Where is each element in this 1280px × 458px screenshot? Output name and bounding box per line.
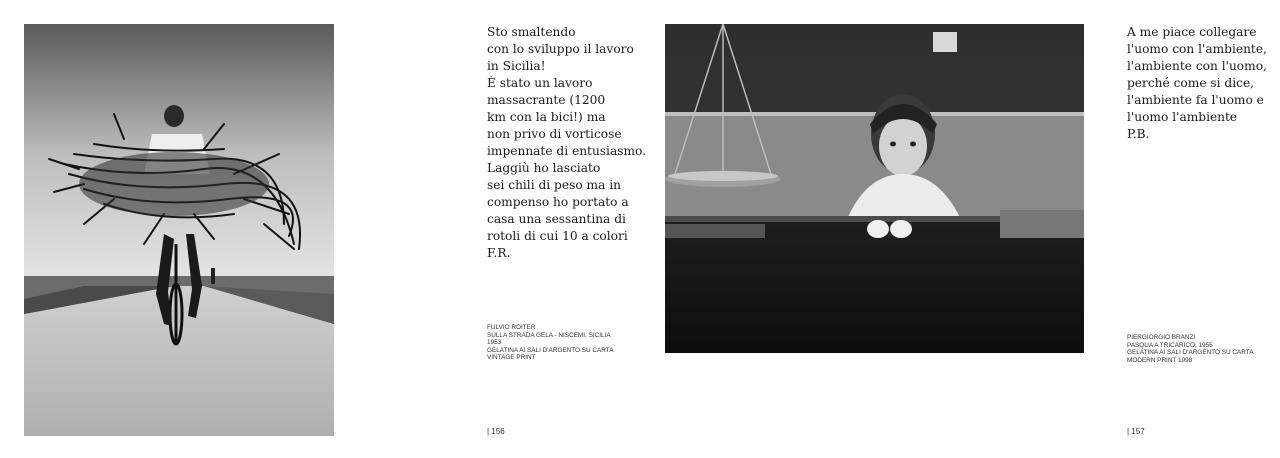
poem-right [1127, 24, 1267, 143]
poem-line: km con la bici!) ma [487, 110, 606, 124]
poem-line: perché come si dice, [1127, 76, 1255, 90]
photo-cyclist-with-branches [24, 24, 334, 436]
caption-print-type: MODERN PRINT 1998 [1127, 356, 1193, 364]
caption-author: PIERGIORGIO BRANZI [1127, 334, 1196, 341]
poem-line: Sto smaltendo [487, 25, 576, 39]
poem-line: in Sicilia! [487, 59, 546, 73]
poem-line: A me piace collegare [1127, 25, 1257, 39]
poem-line: non privo di vorticose [487, 127, 622, 141]
poem-line: impennate di entusiasmo. [487, 144, 647, 158]
poem-line: compenso ho portato a [487, 195, 629, 209]
poem-line: Laggiù ho lasciato [487, 161, 601, 175]
girl-photo-graphic [665, 24, 1084, 353]
photo-girl-with-eggs [665, 24, 1084, 353]
caption-author: FULVIO ROITER [487, 324, 536, 331]
caption-right [1127, 334, 1253, 364]
page-number-left: | 156 [487, 427, 505, 436]
caption-year: 1953 [487, 339, 502, 347]
caption-title: SULLA STRADA GELA - NISCEMI, SICILIA [487, 331, 611, 339]
caption-technique: GELATINA AI SALI D'ARGENTO SU CARTA [487, 346, 614, 354]
poem-line: l'ambiente fa l'uomo e [1127, 93, 1264, 107]
caption-print-type: VINTAGE PRINT [487, 354, 536, 362]
poem-line: massacrante (1200 [487, 93, 606, 107]
poem-line: l'uomo con l'ambiente, [1127, 42, 1267, 56]
poem-left [487, 24, 646, 262]
poem-line: È stato un lavoro [487, 76, 593, 90]
poem-line: casa una sessantina di [487, 212, 626, 226]
caption-left [487, 324, 613, 362]
poem-line: sei chili di peso ma in [487, 178, 621, 192]
poem-signature: F.R. [487, 246, 511, 260]
caption-technique: GELATINA AI SALI D'ARGENTO SU CARTA [1127, 349, 1254, 357]
poem-line: l'uomo l'ambiente [1127, 110, 1238, 124]
poem-line: l'ambiente con l'uomo, [1127, 59, 1267, 73]
page-number-right: | 157 [1127, 427, 1145, 436]
cyclist-photo-graphic [24, 24, 334, 436]
poem-signature: P.B. [1127, 127, 1150, 141]
caption-title: PASQUA A TRICARICO, 1955 [1127, 341, 1213, 349]
poem-line: rotoli di cui 10 a colori [487, 229, 628, 243]
poem-line: con lo sviluppo il lavoro [487, 42, 634, 56]
